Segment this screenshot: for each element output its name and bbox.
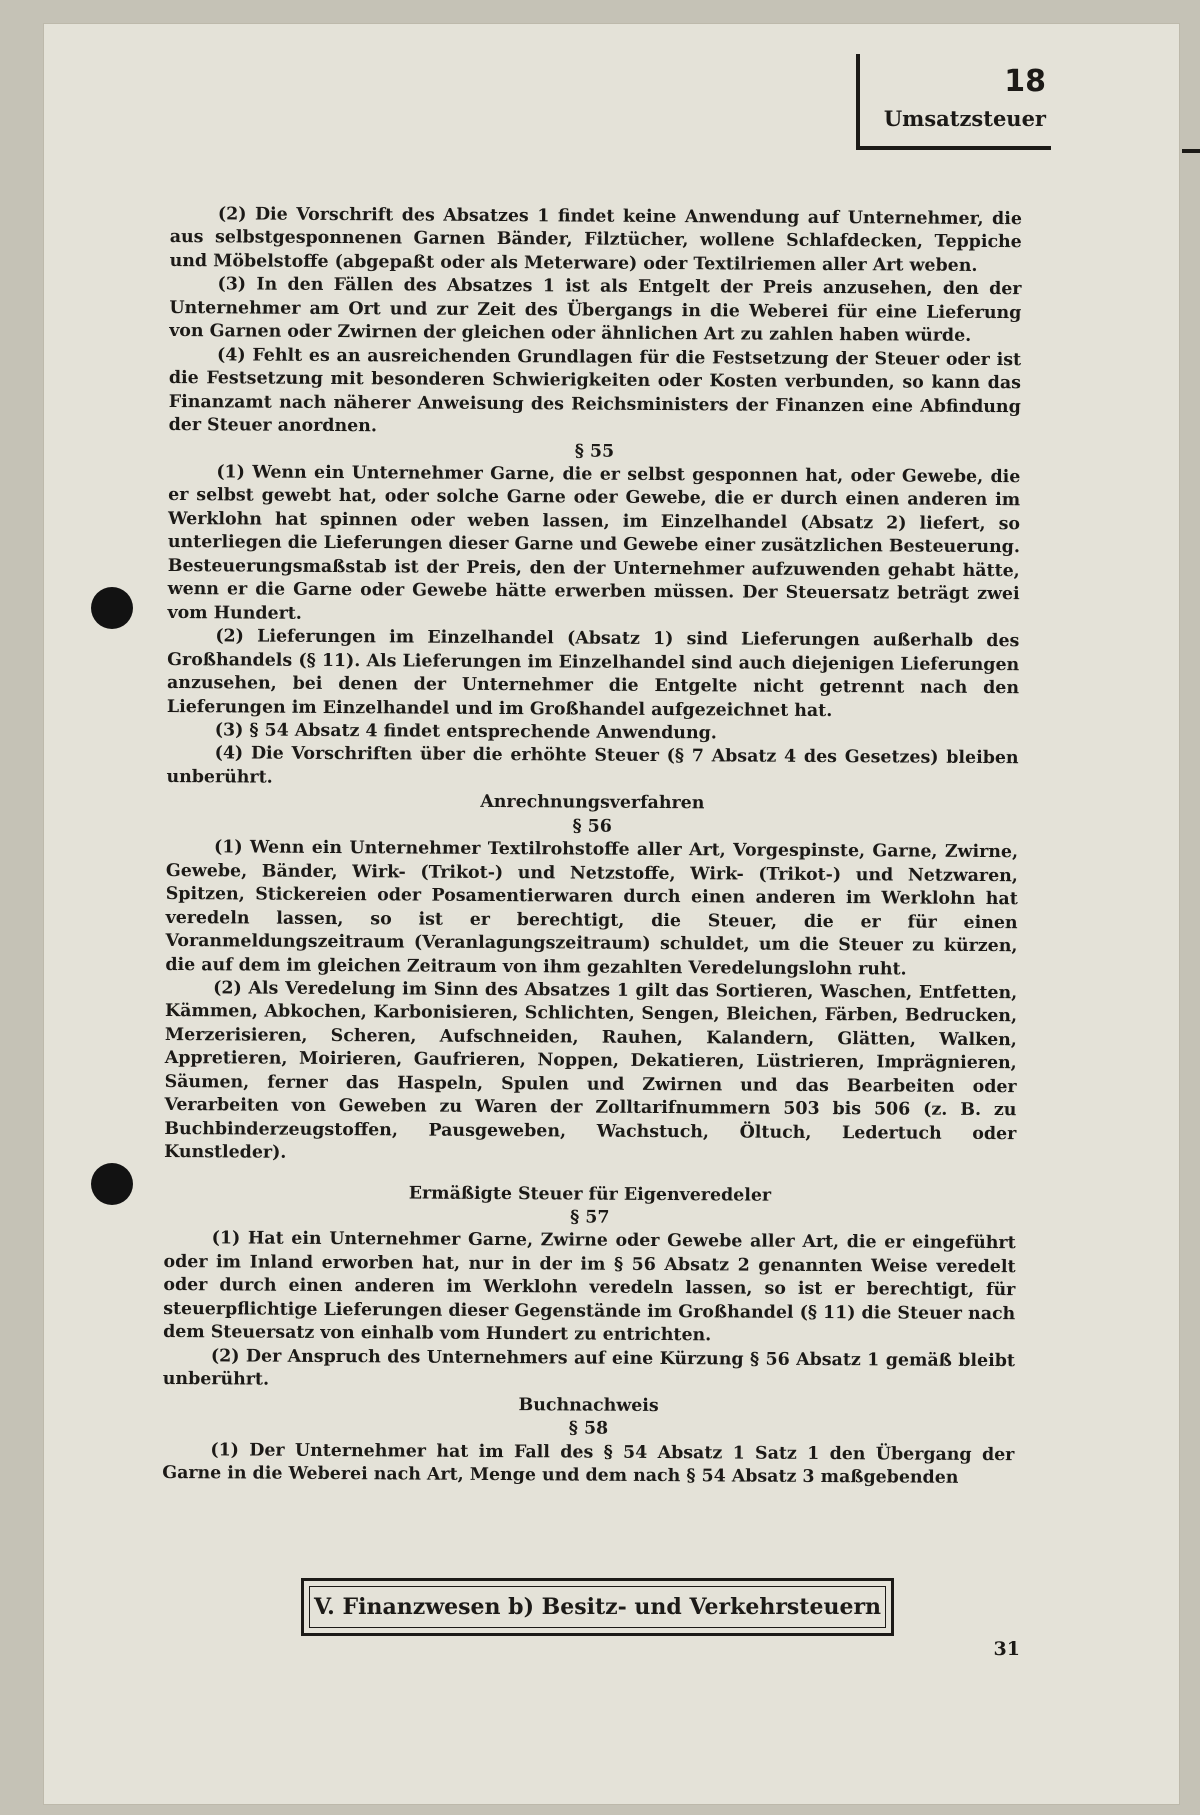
paragraph: (2) Der Anspruch des Unternehmers auf eine Kürzung § 56 Absatz 1 gemäß bleibt unberührt. [162,1346,1016,1390]
punch-hole [91,1163,133,1205]
register-number: 18 [1004,64,1046,99]
paragraph: (1) Der Unternehmer hat im Fall des § 54 Absatz 1 Satz 1 den Übergang der Garne in die Weberei nach Art, Menge und dem nach § 54 Absatz 3 maßgebenden [162,1439,1015,1488]
paragraph: (4) Die Vorschriften über die erhöhte Steuer (§ 7 Absatz 4 des Gesetzes) bleiben unberührt. [166,743,1019,788]
section-heading: § 55 [574,441,615,462]
section-heading: Anrechnungsverfahren [480,792,705,814]
section-heading: § 56 [572,816,612,837]
register-label: Umsatzsteuer [883,106,1046,131]
section-footer-box [301,1578,894,1636]
section-footer-title: V. Finanzwesen b) Besitz- und Verkehrsteuern [313,1594,882,1620]
paragraph: (2) Die Vorschrift des Absatzes 1 findet keine Anwendung auf Unternehmer, die aus selbstgesponnenen Garnen Bänder, Filztücher, wollene Schlafdecken, Teppiche und Möbelstoffe (abgepaßt oder als Meterware) oder Textilriemen aller Art weben. [169,204,1022,276]
paragraph: (3) § 54 Absatz 4 findet entsprechende Anwendung. [214,720,717,744]
punch-hole [91,587,133,629]
section-heading: Ermäßigte Steuer für Eigenveredeler [408,1183,772,1206]
law-text [162,203,1022,1491]
paragraph: (2) Als Veredelung im Sinn des Absatzes 1 gilt das Sortieren, Waschen, Entfetten, Kämmen, Abkochen, Karbonisieren, Schlichten, Sengen, Bleichen, Färben, Bedrucken, Merzerisieren, Scheren, Aufschneiden, Rauhen, Kalandern, Glätten, Walken, Appretieren, Moirieren, Gaufrieren, Noppen, Dekatieren, Lüstrieren, Imprägnieren, Säumen, ferner das Haspeln, Spulen und Zwirnen und das Bearbeiten oder Verarbeiten von Geweben zu Waren der Zolltarifnummern 503 bis 506 (z. B. zu Buchbinderzeugstoffen, Pausgeweben, Wachstuch, Öltuch, Ledertuch oder Kunstleder). [164,978,1018,1163]
footer-inner-frame [309,1586,886,1628]
paragraph: (1) Hat ein Unternehmer Garne, Zwirne oder Gewebe aller Art, die er eingeführt oder im Inland erworben hat, nur in der im § 56 Absatz 2 genannten Weise veredelt oder durch einen anderen im Werklohn veredeln lassen, so ist er berechtigt, für steuerpflichtige Lieferungen dieser Gegenstände im Großhandel (§ 11) die Steuer nach dem Steuersatz von einhalb vom Hundert zu entrichten. [163,1228,1016,1346]
tab-edge-mark [1182,149,1200,153]
paragraph: (1) Wenn ein Unternehmer Textilrohstoffe aller Art, Vorgespinste, Garne, Zwirne, Gewebe, Bänder, Wirk- (Trikot-) und Netzstoffe, Wirk- (Trikot-) und Netzwaren, Spitzen, Stickereien oder Posamentierwaren durch einen anderen im Werklohn hat veredeln lassen, so ist er berechtigt, die Steuer, die er für einen Voranmeldungszeitraum (Veranlagungszeitraum) schuldet, um die Steuer zu kürzen, die auf dem im gleichen Zeitraum von ihm gezahlten Veredelungslohn ruht. [165,837,1019,980]
section-heading: § 57 [570,1207,610,1228]
paragraph: (1) Wenn ein Unternehmer Garne, die er selbst gesponnen hat, oder Gewebe, die er selbst gewebt hat, oder solche Garne oder Gewebe, die er durch einen anderen im Werklohn hat spinnen oder weben lassen, im Einzelhandel (Absatz 2) liefert, so unterliegen die Lieferungen dieser Garne und Gewebe einer zusätzlichen Besteuerung. Besteuerungsmaßstab ist der Preis, den der Unternehmer aufzuwenden gehabt hätte, wenn er die Garne oder Gewebe hätte erwerben müssen. Der Steuersatz beträgt zwei vom Hundert. [167,462,1021,624]
paragraph: (3) In den Fällen des Absatzes 1 ist als Entgelt der Preis anzusehen, den der Unternehmer am Ort und zur Zeit des Übergangs in die Weberei für eine Lieferung von Garnen oder Zwirnen der gleichen oder ähnlichen Art zu zahlen haben würde. [169,274,1022,347]
page-number: 31 [993,1638,1020,1660]
tab-underline [856,146,1051,150]
section-heading: § 58 [568,1418,609,1439]
paragraph: (4) Fehlt es an ausreichenden Grundlagen für die Festsetzung der Steuer oder ist die Festsetzung mit besonderen Schwierigkeiten oder Kosten verbunden, so kann das Finanzamt nach näherer Anweisung des Reichsministers der Finanzen eine Abfindung der Steuer anordnen. [168,345,1022,437]
paragraph: (2) Lieferungen im Einzelhandel (Absatz 1) sind Lieferungen außerhalb des Großhandels (§ 11). Als Lieferungen im Einzelhandel sind auch diejenigen Lieferungen anzusehen, bei denen der Unternehmer die Entgelte nicht getrennt nach den Lieferungen im Einzelhandel und im Großhandel aufgezeichnet hat. [166,626,1020,721]
section-heading: Buchnachweis [518,1394,659,1416]
